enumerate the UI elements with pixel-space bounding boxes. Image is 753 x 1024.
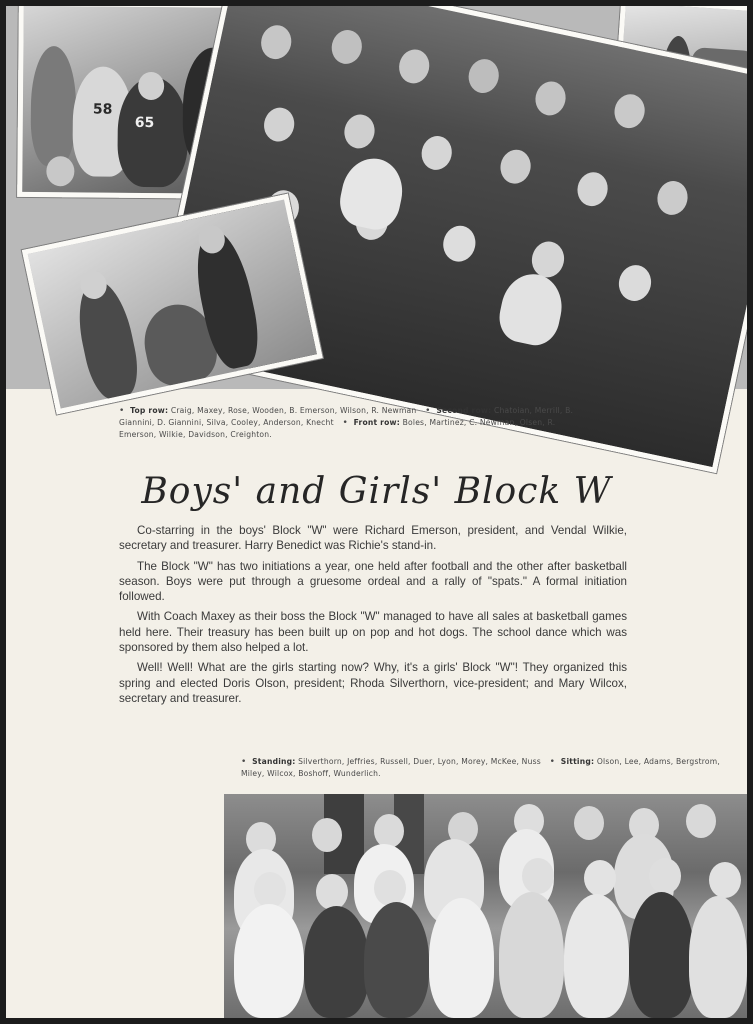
bullet-icon: • <box>119 406 125 416</box>
paragraph: The Block "W" has two initiations a year, one held after football and the other after basketball season. Boys were put through a gruesome ordeal and a rally of "spats." A formal initiation followed. <box>119 559 627 604</box>
photo-collage <box>6 6 747 389</box>
caption-row-names: Craig, Maxey, Rose, Wooden, B. Emerson, Wilson, R. Newman <box>170 406 417 415</box>
bottom-photo-caption <box>241 756 746 779</box>
caption-row-label: Top row: <box>130 406 169 415</box>
page-title: Boys' and Girls' Block W <box>141 471 612 512</box>
caption-row-label: Sitting: <box>560 757 595 766</box>
caption-row-label: Second row: <box>436 406 492 415</box>
paragraph: Well! Well! What are the girls starting now? Why, it's a girls' Block "W"! They organized this spring and elected Doris Olson, president; Rhoda Silverthorn, vice-president; and Mary Wilcox, secretary and treasurer. <box>119 661 627 705</box>
yearbook-page <box>6 6 747 1018</box>
boys-outdoor-photo <box>22 194 323 415</box>
bullet-icon: • <box>336 418 349 428</box>
jersey-number: 58 <box>92 101 113 118</box>
caption-row-names: Chatoian, Merrill, B. Giannini, D. Giannini, Silva, Cooley, Anderson, Knecht <box>119 406 574 427</box>
article-body <box>119 523 627 711</box>
paragraph: Co-starring in the boys' Block "W" were Richard Emerson, president, and Vendal Wilkie, secretary and treasurer. Harry Benedict was Richie's stand-in. <box>119 524 627 553</box>
bullet-icon: • <box>241 757 247 767</box>
caption-row-label: Standing: <box>252 757 296 766</box>
bullet-icon: • <box>543 757 556 767</box>
paragraph: With Coach Maxey as their boss the Block "W" managed to have all sales at basketball games held here. Their treasury has been built up on pop and hot dogs. The school dance which was sponsored by them also helped a lot. <box>119 610 627 655</box>
caption-row-names: Silverthorn, Jeffries, Russell, Duer, Lyon, Morey, McKee, Nuss <box>298 757 541 766</box>
caption-row-names: Boles, Martinez, C. Newman, Olsen, R. Emerson, Wilkie, Davidson, Creighton. <box>119 418 556 439</box>
girls-block-w-group-photo <box>224 794 747 1018</box>
top-photo-caption <box>119 405 574 440</box>
caption-row-names: Olson, Lee, Adams, Bergstrom, Miley, Wilcox, Boshoff, Wunderlich. <box>241 757 720 778</box>
bullet-icon: • <box>419 406 431 416</box>
jersey-number: 65 <box>134 114 155 132</box>
caption-row-label: Front row: <box>353 418 400 427</box>
